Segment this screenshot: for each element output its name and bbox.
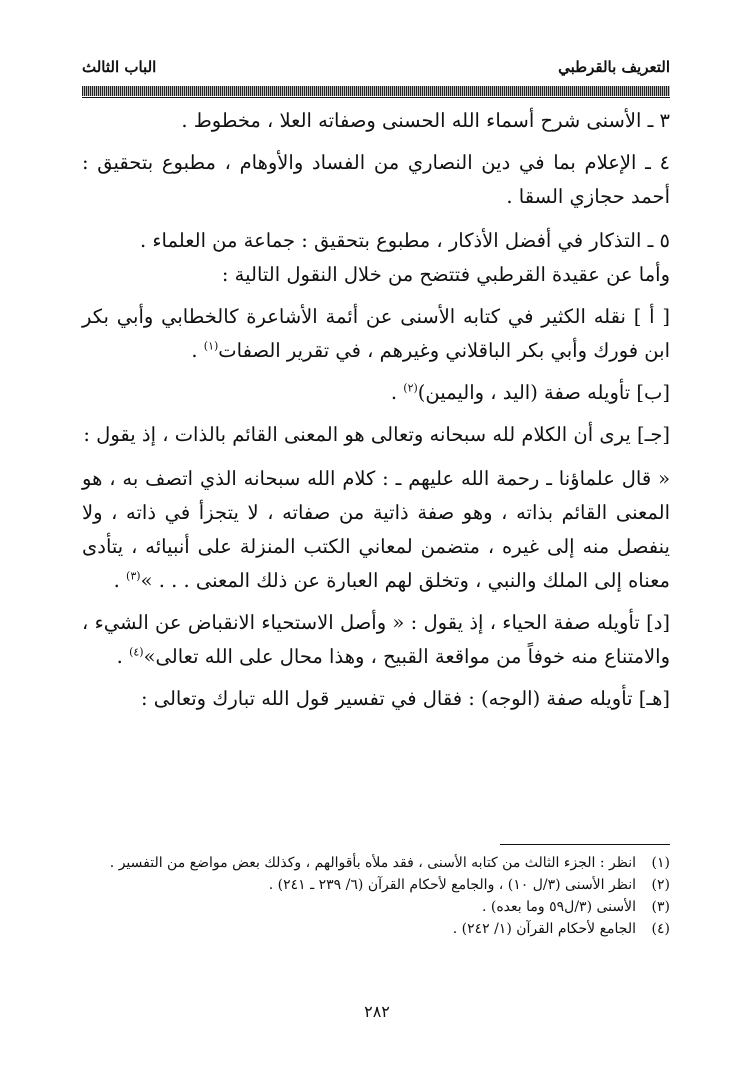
point-e: [هـ] تأويله صفة (الوجه) : فقال في تفسير قول الله تبارك وتعالى :: [140, 687, 670, 710]
list-item-4: ٤ ـ الإعلام بما في دين النصاري من الفساد والأوهام ، مطبوع بتحقيق : أحمد حجازي السقا .: [82, 151, 670, 208]
main-text: [82, 104, 670, 716]
footnote-4: [82, 918, 670, 940]
point-d: [82, 606, 670, 674]
quote-end: .: [113, 569, 127, 592]
footnote-text: الجامع لأحكام القرآن (١/ ٢٤٢) .: [452, 921, 636, 937]
point-d-text: [د] تأويله صفة الحياء ، إذ يقول : « وأصل الاستحياء الانقباض عن الشيء ، والامتناع منه خوفاً من مواقعة القبيح ، وهذا محال على الله تعالى»: [82, 611, 670, 668]
footnote-ref-4: (٤): [129, 645, 144, 659]
quote-paragraph: [82, 462, 670, 598]
intro-paragraph: وأما عن عقيدة القرطبي فتتضح من خلال النقول التالية :: [221, 263, 670, 286]
running-header: [82, 58, 670, 82]
footnote-1: [82, 852, 670, 874]
footnote-number: (٣): [651, 899, 670, 915]
footnote-number: (٢): [651, 877, 670, 893]
point-a: [82, 300, 670, 368]
point-a-text: [ أ ] نقله الكثير في كتابه الأسنى عن أئمة الأشاعرة كالخطابي وأبي بكر ابن فورك وأبي بكر الباقلاني وغيرهم ، في تقرير الصفات: [82, 305, 670, 362]
point-c: [جـ] يرى أن الكلام لله سبحانه وتعالى هو المعنى القائم بالذات ، إذ يقول :: [83, 423, 670, 446]
quote-text: « قال علماؤنا ـ رحمة الله عليهم ـ : كلام الله سبحانه الذي اتصف به ، هو المعنى القائم بذاته ، وهو صفة ذاتية من صفاته ، لا يتجزأ في ذاته ، ولا ينفصل منه إلى غيره ، متضمن لمعاني الكتب المنزلة على أنبيائه ، يتأدى معناه إلى الملك والنبي ، وتخلق لهم العبارة عن ذلك المعنى . . . »: [82, 467, 670, 592]
point-b: [82, 376, 670, 410]
footnote-number: (١): [651, 855, 670, 871]
footnote-ref-2: (٢): [403, 381, 418, 395]
footnote-text: الأسنى (٣/ل٥٩ وما بعده) .: [481, 899, 636, 915]
footnote-text: انظر الأسنى (٣/ل ١٠) ، والجامع لأحكام القرآن (٦/ ٢٣٩ ـ ٢٤١) .: [268, 877, 636, 893]
point-b-end: .: [390, 381, 404, 404]
footnote-2: [82, 874, 670, 896]
point-d-end: .: [116, 645, 130, 668]
chapter-label: الباب الثالث: [82, 58, 157, 76]
page-number: ٢٨٢: [364, 1002, 390, 1021]
footnote-text: انظر : الجزء الثالث من كتابه الأسنى ، فقد ملأه بأقوالهم ، وكذلك بعض مواضع من التفسير .: [109, 855, 636, 871]
header-rule: [82, 86, 670, 96]
footnote-3: [82, 896, 670, 918]
footnote-ref-1: (١): [203, 339, 219, 353]
list-item-5: ٥ ـ التذكار في أفضل الأذكار ، مطبوع بتحقيق : جماعة من العلماء .: [139, 229, 670, 252]
footnotes: [82, 852, 670, 940]
footnote-ref-3: (٣): [126, 569, 141, 583]
point-b-text: [ب] تأويله صفة (اليد ، واليمين): [417, 381, 670, 404]
footnote-separator: [500, 844, 670, 845]
list-item-3: ٣ ـ الأسنى شرح أسماء الله الحسنى وصفاته العلا ، مخطوط .: [181, 109, 670, 132]
book-title: التعريف بالقرطبي: [558, 58, 670, 76]
footnote-number: (٤): [651, 921, 670, 937]
point-a-end: .: [191, 339, 204, 362]
